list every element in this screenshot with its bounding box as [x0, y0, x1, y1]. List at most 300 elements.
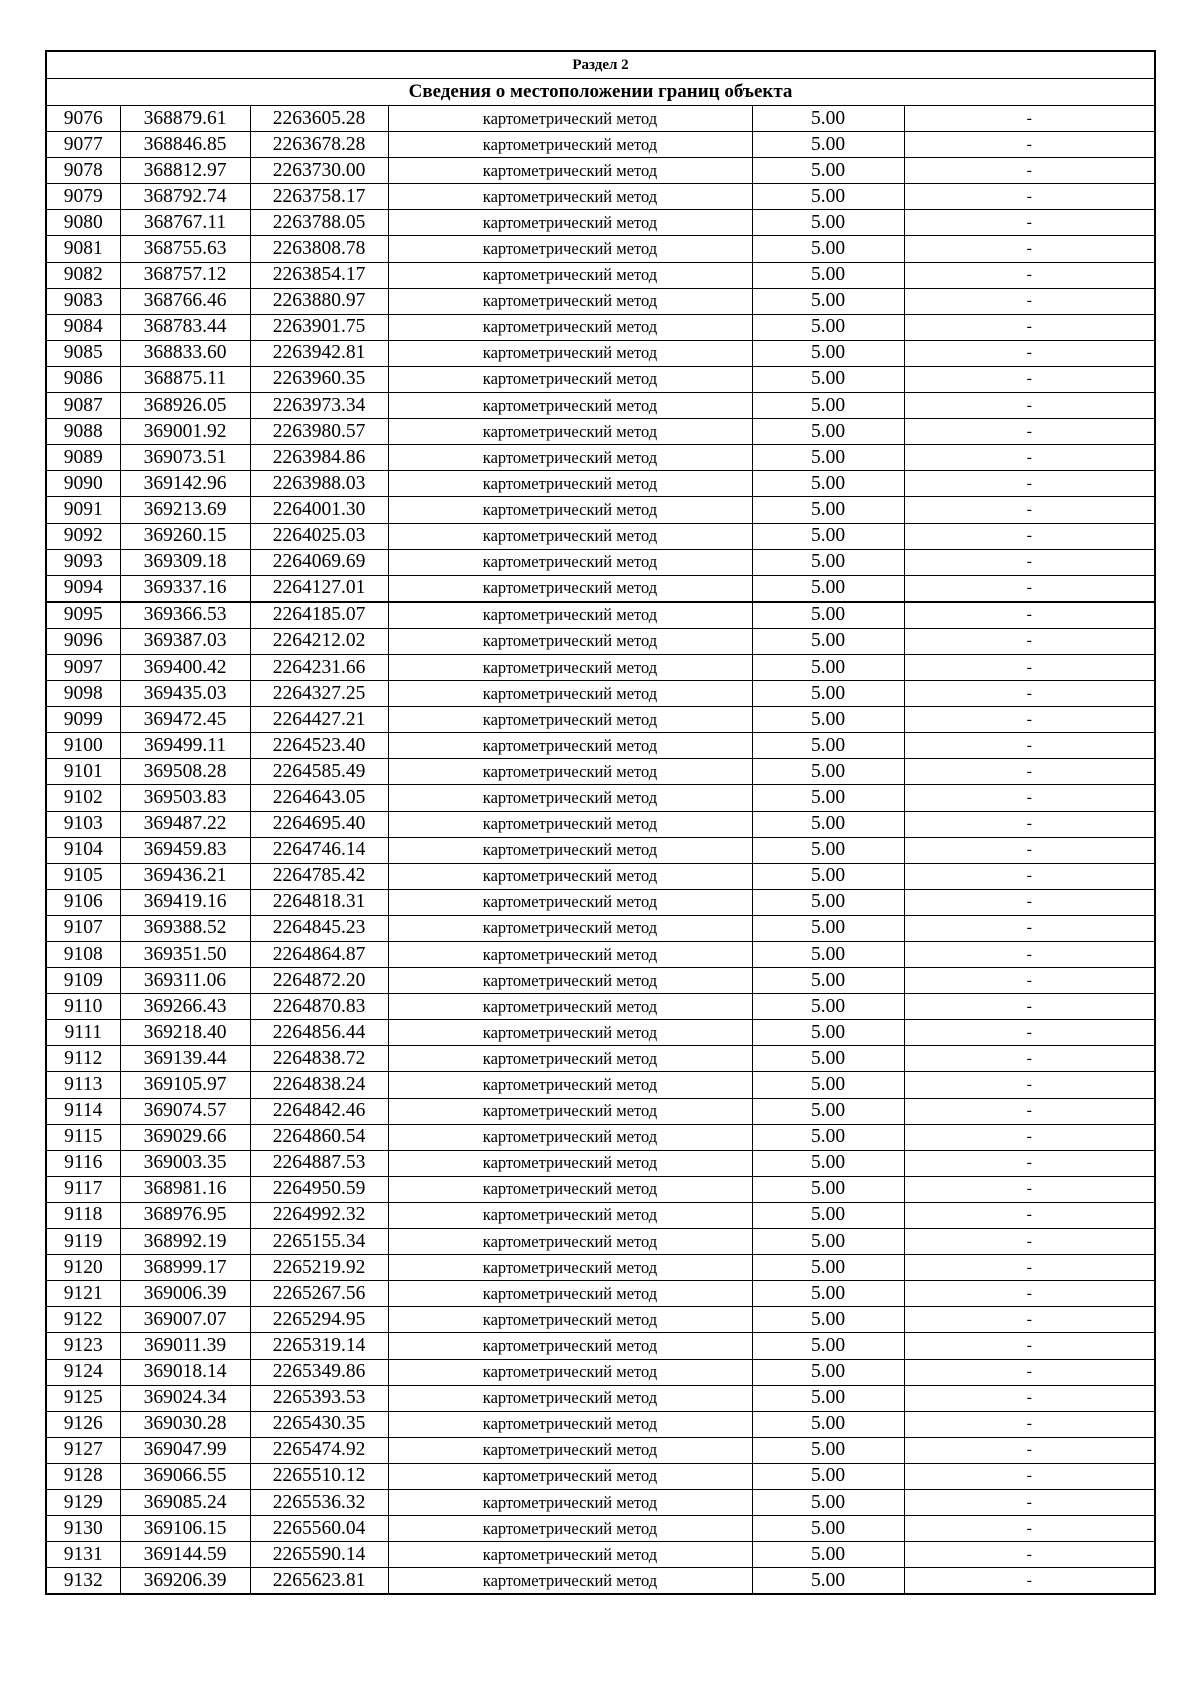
y-coordinate-cell: 2264872.20 [250, 968, 388, 994]
accuracy-cell: 5.00 [752, 785, 904, 811]
description-cell: - [904, 707, 1155, 733]
description-cell: - [904, 628, 1155, 654]
accuracy-cell: 5.00 [752, 733, 904, 759]
table-row [46, 1307, 1155, 1333]
table-row [46, 366, 1155, 392]
y-coordinate-cell: 2265430.35 [250, 1411, 388, 1437]
point-number-cell: 9112 [46, 1046, 120, 1072]
y-coordinate-cell: 2263788.05 [250, 210, 388, 236]
point-number-cell: 9078 [46, 158, 120, 184]
point-number-cell: 9079 [46, 184, 120, 210]
y-coordinate-cell: 2265294.95 [250, 1307, 388, 1333]
description-cell: - [904, 445, 1155, 471]
point-number-cell: 9097 [46, 654, 120, 680]
accuracy-cell: 5.00 [752, 1176, 904, 1202]
x-coordinate-cell: 368783.44 [120, 314, 250, 340]
method-cell: картометрический метод [388, 1202, 752, 1228]
method-cell: картометрический метод [388, 393, 752, 419]
accuracy-cell: 5.00 [752, 575, 904, 602]
x-coordinate-cell: 369142.96 [120, 471, 250, 497]
accuracy-cell: 5.00 [752, 1229, 904, 1255]
table-row [46, 994, 1155, 1020]
boundary-coordinates-table [45, 50, 1156, 1595]
accuracy-cell: 5.00 [752, 1411, 904, 1437]
y-coordinate-cell: 2263880.97 [250, 288, 388, 314]
table-row [46, 314, 1155, 340]
accuracy-cell: 5.00 [752, 1437, 904, 1463]
point-number-cell: 9092 [46, 523, 120, 549]
description-cell: - [904, 1333, 1155, 1359]
description-cell: - [904, 1255, 1155, 1281]
description-cell: - [904, 1516, 1155, 1542]
description-cell: - [904, 1307, 1155, 1333]
x-coordinate-cell: 369073.51 [120, 445, 250, 471]
accuracy-cell: 5.00 [752, 602, 904, 629]
point-number-cell: 9131 [46, 1542, 120, 1568]
description-cell: - [904, 1176, 1155, 1202]
x-coordinate-cell: 369139.44 [120, 1046, 250, 1072]
point-number-cell: 9094 [46, 575, 120, 602]
method-cell: картометрический метод [388, 575, 752, 602]
method-cell: картометрический метод [388, 1489, 752, 1515]
table-row [46, 1385, 1155, 1411]
y-coordinate-cell: 2264025.03 [250, 523, 388, 549]
method-cell: картометрический метод [388, 1437, 752, 1463]
description-cell: - [904, 314, 1155, 340]
accuracy-cell: 5.00 [752, 471, 904, 497]
accuracy-cell: 5.00 [752, 393, 904, 419]
table-row [46, 602, 1155, 629]
x-coordinate-cell: 369206.39 [120, 1568, 250, 1595]
y-coordinate-cell: 2264212.02 [250, 628, 388, 654]
table-title-row [46, 79, 1155, 106]
accuracy-cell: 5.00 [752, 863, 904, 889]
accuracy-cell: 5.00 [752, 994, 904, 1020]
accuracy-cell: 5.00 [752, 1463, 904, 1489]
y-coordinate-cell: 2263980.57 [250, 419, 388, 445]
description-cell: - [904, 1463, 1155, 1489]
accuracy-cell: 5.00 [752, 942, 904, 968]
description-cell: - [904, 158, 1155, 184]
description-cell: - [904, 811, 1155, 837]
table-row [46, 942, 1155, 968]
y-coordinate-cell: 2264842.46 [250, 1098, 388, 1124]
point-number-cell: 9080 [46, 210, 120, 236]
description-cell: - [904, 1359, 1155, 1385]
description-cell: - [904, 106, 1155, 132]
accuracy-cell: 5.00 [752, 1098, 904, 1124]
method-cell: картометрический метод [388, 523, 752, 549]
y-coordinate-cell: 2263808.78 [250, 236, 388, 262]
method-cell: картометрический метод [388, 759, 752, 785]
point-number-cell: 9099 [46, 707, 120, 733]
table-row [46, 1046, 1155, 1072]
table-row [46, 628, 1155, 654]
point-number-cell: 9076 [46, 106, 120, 132]
table-row [46, 681, 1155, 707]
description-cell: - [904, 785, 1155, 811]
description-cell: - [904, 1281, 1155, 1307]
x-coordinate-cell: 369030.28 [120, 1411, 250, 1437]
point-number-cell: 9130 [46, 1516, 120, 1542]
method-cell: картометрический метод [388, 106, 752, 132]
table-row [46, 1255, 1155, 1281]
accuracy-cell: 5.00 [752, 759, 904, 785]
accuracy-cell: 5.00 [752, 1516, 904, 1542]
accuracy-cell: 5.00 [752, 707, 904, 733]
y-coordinate-cell: 2264856.44 [250, 1020, 388, 1046]
method-cell: картометрический метод [388, 314, 752, 340]
y-coordinate-cell: 2265219.92 [250, 1255, 388, 1281]
point-number-cell: 9115 [46, 1124, 120, 1150]
x-coordinate-cell: 368999.17 [120, 1255, 250, 1281]
x-coordinate-cell: 369213.69 [120, 497, 250, 523]
accuracy-cell: 5.00 [752, 1333, 904, 1359]
point-number-cell: 9085 [46, 340, 120, 366]
description-cell: - [904, 549, 1155, 575]
table-row [46, 210, 1155, 236]
y-coordinate-cell: 2263854.17 [250, 262, 388, 288]
x-coordinate-cell: 368981.16 [120, 1176, 250, 1202]
method-cell: картометрический метод [388, 942, 752, 968]
table-row [46, 1281, 1155, 1307]
y-coordinate-cell: 2264695.40 [250, 811, 388, 837]
x-coordinate-cell: 369029.66 [120, 1124, 250, 1150]
x-coordinate-cell: 369487.22 [120, 811, 250, 837]
accuracy-cell: 5.00 [752, 1542, 904, 1568]
table-row [46, 1359, 1155, 1385]
table-row [46, 575, 1155, 602]
method-cell: картометрический метод [388, 1542, 752, 1568]
point-number-cell: 9096 [46, 628, 120, 654]
description-cell: - [904, 1229, 1155, 1255]
x-coordinate-cell: 369105.97 [120, 1072, 250, 1098]
table-row [46, 915, 1155, 941]
table-row [46, 236, 1155, 262]
method-cell: картометрический метод [388, 184, 752, 210]
point-number-cell: 9109 [46, 968, 120, 994]
x-coordinate-cell: 369218.40 [120, 1020, 250, 1046]
table-title: Сведения о местоположении границ объекта [46, 79, 1155, 106]
table-row [46, 1098, 1155, 1124]
point-number-cell: 9111 [46, 1020, 120, 1046]
method-cell: картометрический метод [388, 1359, 752, 1385]
method-cell: картометрический метод [388, 236, 752, 262]
table-row [46, 1411, 1155, 1437]
description-cell: - [904, 759, 1155, 785]
description-cell: - [904, 602, 1155, 629]
description-cell: - [904, 1072, 1155, 1098]
method-cell: картометрический метод [388, 1150, 752, 1176]
accuracy-cell: 5.00 [752, 1150, 904, 1176]
x-coordinate-cell: 369435.03 [120, 681, 250, 707]
accuracy-cell: 5.00 [752, 419, 904, 445]
table-row [46, 523, 1155, 549]
y-coordinate-cell: 2265267.56 [250, 1281, 388, 1307]
y-coordinate-cell: 2265319.14 [250, 1333, 388, 1359]
table-row [46, 1020, 1155, 1046]
table-row [46, 863, 1155, 889]
accuracy-cell: 5.00 [752, 1307, 904, 1333]
section-header-row [46, 51, 1155, 79]
table-row [46, 262, 1155, 288]
table-row [46, 549, 1155, 575]
y-coordinate-cell: 2264585.49 [250, 759, 388, 785]
method-cell: картометрический метод [388, 1463, 752, 1489]
y-coordinate-cell: 2264231.66 [250, 654, 388, 680]
x-coordinate-cell: 369011.39 [120, 1333, 250, 1359]
table-row [46, 889, 1155, 915]
method-cell: картометрический метод [388, 340, 752, 366]
x-coordinate-cell: 368879.61 [120, 106, 250, 132]
table-row [46, 1202, 1155, 1228]
accuracy-cell: 5.00 [752, 889, 904, 915]
table-row [46, 968, 1155, 994]
x-coordinate-cell: 368992.19 [120, 1229, 250, 1255]
table-row [46, 654, 1155, 680]
accuracy-cell: 5.00 [752, 1359, 904, 1385]
x-coordinate-cell: 368875.11 [120, 366, 250, 392]
point-number-cell: 9083 [46, 288, 120, 314]
accuracy-cell: 5.00 [752, 1020, 904, 1046]
x-coordinate-cell: 369106.15 [120, 1516, 250, 1542]
description-cell: - [904, 1489, 1155, 1515]
method-cell: картометрический метод [388, 1072, 752, 1098]
y-coordinate-cell: 2265474.92 [250, 1437, 388, 1463]
y-coordinate-cell: 2265510.12 [250, 1463, 388, 1489]
method-cell: картометрический метод [388, 915, 752, 941]
x-coordinate-cell: 369266.43 [120, 994, 250, 1020]
y-coordinate-cell: 2264887.53 [250, 1150, 388, 1176]
description-cell: - [904, 733, 1155, 759]
x-coordinate-cell: 369018.14 [120, 1359, 250, 1385]
point-number-cell: 9100 [46, 733, 120, 759]
y-coordinate-cell: 2263960.35 [250, 366, 388, 392]
x-coordinate-cell: 368976.95 [120, 1202, 250, 1228]
method-cell: картометрический метод [388, 262, 752, 288]
description-cell: - [904, 681, 1155, 707]
x-coordinate-cell: 369074.57 [120, 1098, 250, 1124]
table-row [46, 1516, 1155, 1542]
y-coordinate-cell: 2264950.59 [250, 1176, 388, 1202]
x-coordinate-cell: 369047.99 [120, 1437, 250, 1463]
y-coordinate-cell: 2265155.34 [250, 1229, 388, 1255]
description-cell: - [904, 915, 1155, 941]
x-coordinate-cell: 369024.34 [120, 1385, 250, 1411]
table-row [46, 785, 1155, 811]
x-coordinate-cell: 368812.97 [120, 158, 250, 184]
accuracy-cell: 5.00 [752, 1489, 904, 1515]
table-row [46, 1150, 1155, 1176]
y-coordinate-cell: 2263988.03 [250, 471, 388, 497]
method-cell: картометрический метод [388, 445, 752, 471]
description-cell: - [904, 340, 1155, 366]
description-cell: - [904, 1020, 1155, 1046]
description-cell: - [904, 968, 1155, 994]
y-coordinate-cell: 2264185.07 [250, 602, 388, 629]
accuracy-cell: 5.00 [752, 1072, 904, 1098]
accuracy-cell: 5.00 [752, 915, 904, 941]
point-number-cell: 9103 [46, 811, 120, 837]
table-row [46, 1489, 1155, 1515]
table-row [46, 106, 1155, 132]
method-cell: картометрический метод [388, 1385, 752, 1411]
method-cell: картометрический метод [388, 1020, 752, 1046]
y-coordinate-cell: 2264127.01 [250, 575, 388, 602]
point-number-cell: 9102 [46, 785, 120, 811]
method-cell: картометрический метод [388, 1229, 752, 1255]
point-number-cell: 9128 [46, 1463, 120, 1489]
description-cell: - [904, 471, 1155, 497]
x-coordinate-cell: 369351.50 [120, 942, 250, 968]
method-cell: картометрический метод [388, 602, 752, 629]
method-cell: картометрический метод [388, 1176, 752, 1202]
point-number-cell: 9114 [46, 1098, 120, 1124]
y-coordinate-cell: 2264870.83 [250, 994, 388, 1020]
method-cell: картометрический метод [388, 811, 752, 837]
method-cell: картометрический метод [388, 419, 752, 445]
accuracy-cell: 5.00 [752, 968, 904, 994]
description-cell: - [904, 942, 1155, 968]
description-cell: - [904, 1150, 1155, 1176]
point-number-cell: 9090 [46, 471, 120, 497]
accuracy-cell: 5.00 [752, 654, 904, 680]
x-coordinate-cell: 368792.74 [120, 184, 250, 210]
x-coordinate-cell: 368846.85 [120, 132, 250, 158]
y-coordinate-cell: 2263942.81 [250, 340, 388, 366]
point-number-cell: 9110 [46, 994, 120, 1020]
description-cell: - [904, 1568, 1155, 1595]
y-coordinate-cell: 2265560.04 [250, 1516, 388, 1542]
point-number-cell: 9122 [46, 1307, 120, 1333]
method-cell: картометрический метод [388, 132, 752, 158]
point-number-cell: 9091 [46, 497, 120, 523]
point-number-cell: 9088 [46, 419, 120, 445]
y-coordinate-cell: 2264327.25 [250, 681, 388, 707]
table-row [46, 288, 1155, 314]
accuracy-cell: 5.00 [752, 523, 904, 549]
x-coordinate-cell: 369337.16 [120, 575, 250, 602]
y-coordinate-cell: 2264643.05 [250, 785, 388, 811]
table-row [46, 419, 1155, 445]
y-coordinate-cell: 2264860.54 [250, 1124, 388, 1150]
accuracy-cell: 5.00 [752, 288, 904, 314]
x-coordinate-cell: 368767.11 [120, 210, 250, 236]
method-cell: картометрический метод [388, 1516, 752, 1542]
point-number-cell: 9086 [46, 366, 120, 392]
method-cell: картометрический метод [388, 1255, 752, 1281]
y-coordinate-cell: 2263973.34 [250, 393, 388, 419]
x-coordinate-cell: 369311.06 [120, 968, 250, 994]
table-row [46, 1229, 1155, 1255]
description-cell: - [904, 575, 1155, 602]
x-coordinate-cell: 369459.83 [120, 837, 250, 863]
point-number-cell: 9106 [46, 889, 120, 915]
point-number-cell: 9108 [46, 942, 120, 968]
method-cell: картометрический метод [388, 1333, 752, 1359]
description-cell: - [904, 288, 1155, 314]
method-cell: картометрический метод [388, 158, 752, 184]
description-cell: - [904, 1385, 1155, 1411]
x-coordinate-cell: 369400.42 [120, 654, 250, 680]
method-cell: картометрический метод [388, 1307, 752, 1333]
y-coordinate-cell: 2265536.32 [250, 1489, 388, 1515]
point-number-cell: 9098 [46, 681, 120, 707]
point-number-cell: 9125 [46, 1385, 120, 1411]
point-number-cell: 9123 [46, 1333, 120, 1359]
accuracy-cell: 5.00 [752, 158, 904, 184]
accuracy-cell: 5.00 [752, 1568, 904, 1595]
accuracy-cell: 5.00 [752, 1202, 904, 1228]
table-row [46, 132, 1155, 158]
accuracy-cell: 5.00 [752, 1281, 904, 1307]
y-coordinate-cell: 2264838.72 [250, 1046, 388, 1072]
table-row [46, 497, 1155, 523]
y-coordinate-cell: 2264523.40 [250, 733, 388, 759]
table-row [46, 184, 1155, 210]
point-number-cell: 9107 [46, 915, 120, 941]
point-number-cell: 9077 [46, 132, 120, 158]
point-number-cell: 9084 [46, 314, 120, 340]
table-row [46, 1568, 1155, 1595]
description-cell: - [904, 419, 1155, 445]
method-cell: картометрический метод [388, 1281, 752, 1307]
description-cell: - [904, 1098, 1155, 1124]
description-cell: - [904, 497, 1155, 523]
x-coordinate-cell: 369472.45 [120, 707, 250, 733]
x-coordinate-cell: 369436.21 [120, 863, 250, 889]
accuracy-cell: 5.00 [752, 497, 904, 523]
method-cell: картометрический метод [388, 889, 752, 915]
description-cell: - [904, 1046, 1155, 1072]
y-coordinate-cell: 2264992.32 [250, 1202, 388, 1228]
accuracy-cell: 5.00 [752, 811, 904, 837]
point-number-cell: 9117 [46, 1176, 120, 1202]
description-cell: - [904, 366, 1155, 392]
accuracy-cell: 5.00 [752, 184, 904, 210]
method-cell: картометрический метод [388, 471, 752, 497]
x-coordinate-cell: 369066.55 [120, 1463, 250, 1489]
description-cell: - [904, 994, 1155, 1020]
accuracy-cell: 5.00 [752, 1046, 904, 1072]
table-row [46, 837, 1155, 863]
method-cell: картометрический метод [388, 733, 752, 759]
y-coordinate-cell: 2264818.31 [250, 889, 388, 915]
table-row [46, 1124, 1155, 1150]
description-cell: - [904, 1124, 1155, 1150]
method-cell: картометрический метод [388, 968, 752, 994]
method-cell: картометрический метод [388, 863, 752, 889]
description-cell: - [904, 837, 1155, 863]
accuracy-cell: 5.00 [752, 1124, 904, 1150]
accuracy-cell: 5.00 [752, 262, 904, 288]
point-number-cell: 9095 [46, 602, 120, 629]
method-cell: картометрический метод [388, 628, 752, 654]
method-cell: картометрический метод [388, 1098, 752, 1124]
description-cell: - [904, 1542, 1155, 1568]
accuracy-cell: 5.00 [752, 132, 904, 158]
x-coordinate-cell: 369387.03 [120, 628, 250, 654]
accuracy-cell: 5.00 [752, 314, 904, 340]
description-cell: - [904, 210, 1155, 236]
y-coordinate-cell: 2263984.86 [250, 445, 388, 471]
point-number-cell: 9132 [46, 1568, 120, 1595]
y-coordinate-cell: 2263758.17 [250, 184, 388, 210]
y-coordinate-cell: 2264001.30 [250, 497, 388, 523]
table-row [46, 158, 1155, 184]
point-number-cell: 9101 [46, 759, 120, 785]
x-coordinate-cell: 369366.53 [120, 602, 250, 629]
